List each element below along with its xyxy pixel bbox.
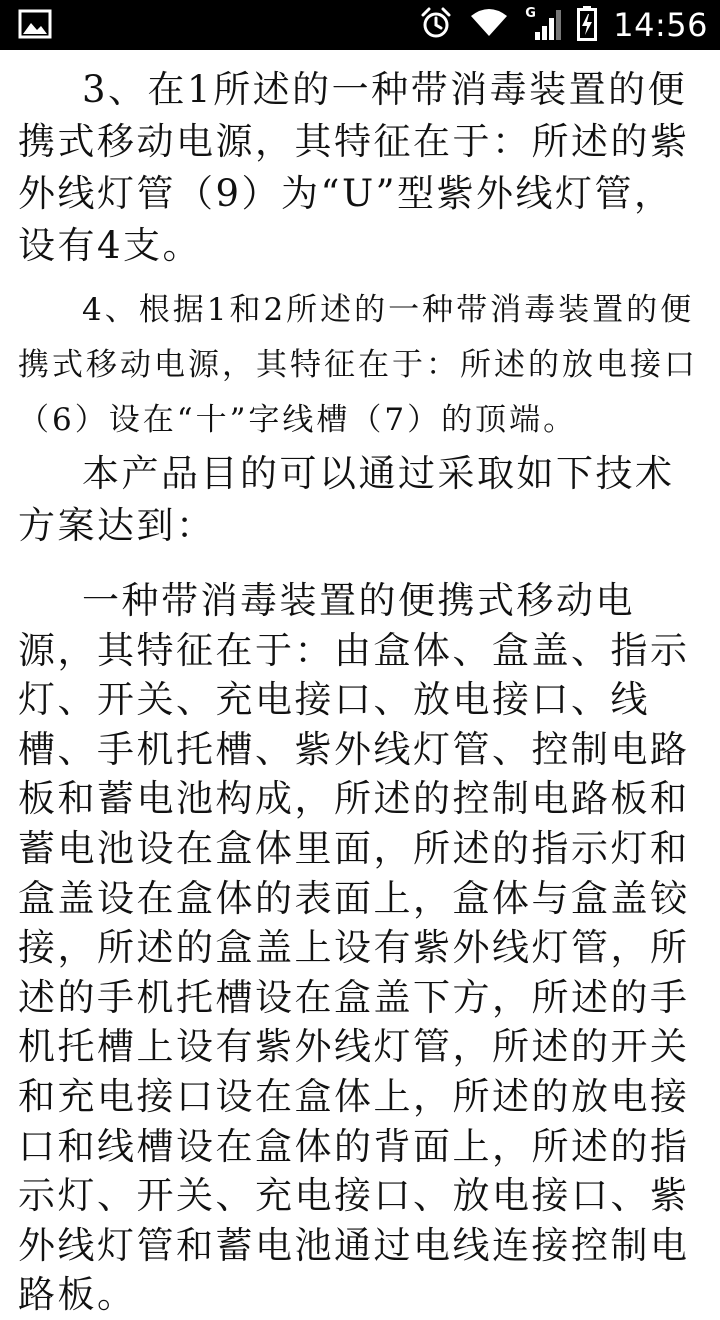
network-type-label: G (525, 6, 536, 21)
cell-signal-icon (525, 8, 561, 42)
document-body[interactable] (0, 50, 720, 1317)
paragraph-purpose: 本产品目的可以通过采取如下技术方案达到： (18, 452, 675, 547)
battery-charging-icon (577, 5, 597, 45)
image-notification-icon (18, 9, 52, 39)
paragraph-claim-3: 3、在1所述的一种带消毒装置的便携式移动电源，其特征在于：所述的紫外线灯管（9）为“U”型紫外线灯管，设有4支。 (18, 68, 690, 267)
alarm-clock-icon (419, 6, 453, 44)
paragraph-claim-4: 4、根据1和2所述的一种带消毒装置的便携式移动电源，其特征在于：所述的放电接口（6）设在“十”字线槽（7）的顶端。 (18, 292, 698, 438)
status-icons (419, 0, 708, 50)
paragraph-description: 一种带消毒装置的便携式移动电源，其特征在于：由盒体、盒盖、指示灯、开关、充电接口、放电接口、线槽、手机托槽、紫外线灯管、控制电路板和蓄电池构成，所述的控制电路板和蓄电池设在盒体里面，所述的指示灯和盒盖设在盒体的表面上，盒体与盒盖铰接，所述的盒盖上设有紫外线灯管，所述的手机托槽设在盒盖下方，所述的手机托槽上设有紫外线灯管，所述的开关和充电接口设在盒体上，所述的放电接口和线槽设在盒体的背面上，所述的指示灯、开关、充电接口、放电接口、紫外线灯管和蓄电池通过电线连接控制电路板。 (18, 579, 690, 1317)
clock-time: 14:56 (613, 6, 708, 44)
status-bar (0, 0, 720, 50)
wifi-icon (469, 8, 509, 42)
